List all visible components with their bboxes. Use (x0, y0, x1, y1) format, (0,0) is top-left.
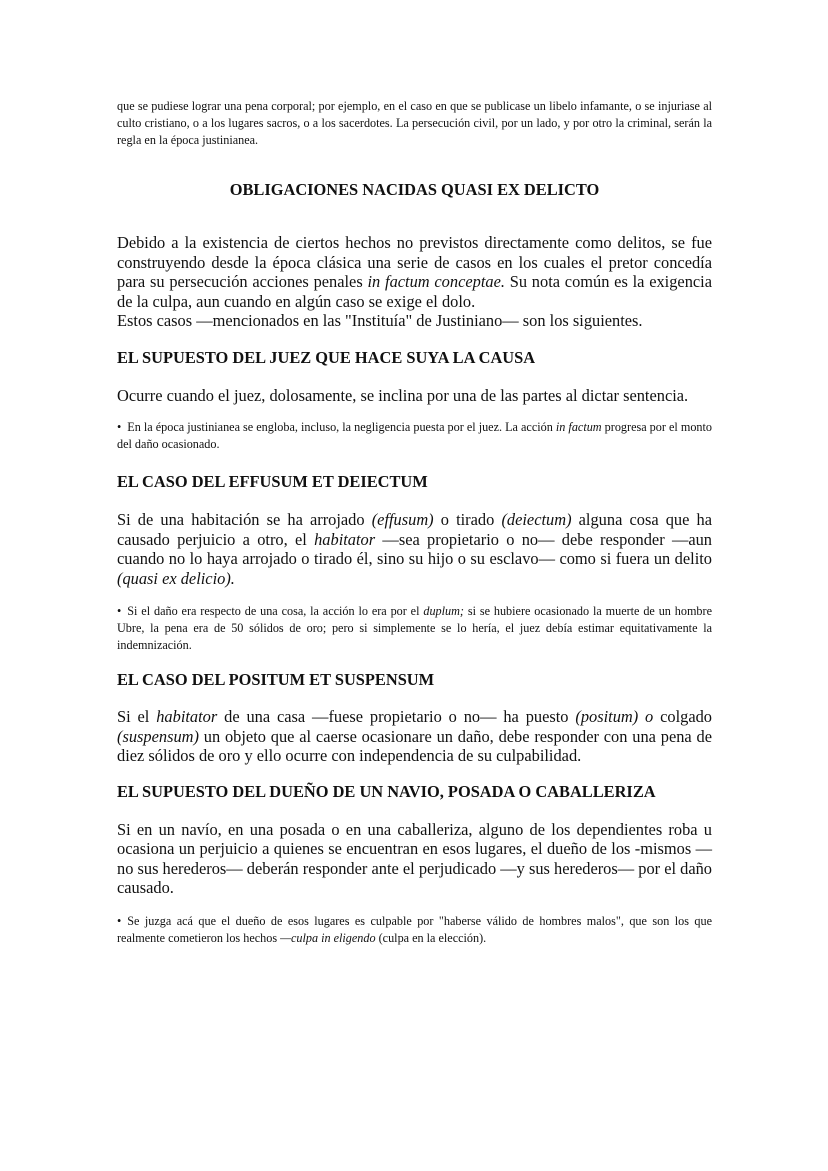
note-navio: • Se juzga acá que el dueño de esos lugares es culpable por "haberse válido de hombres malos", que son los que realmente cometieron los hechos —culpa in eligendo (culpa en la elección). (117, 913, 712, 945)
section-heading-positum: EL CASO DEL POSITUM ET SUSPENSUM (117, 670, 435, 689)
intro-paragraph: que se pudiese lograr una pena corporal; por ejemplo, en el caso en que se publicase un libelo infamante, o se injuriase al culto cristiano, o a los lugares sacros, o a los sacerdotes. La persecución civil, por un lado, y por otro la criminal, serán la regla en la época justinianea. (117, 99, 712, 147)
section-heading-juez: EL SUPUESTO DEL JUEZ QUE HACE SUYA LA CAUSA (117, 347, 536, 367)
section-text-positum: Si el habitator de una casa —fuese propietario o no— ha puesto (positum) o colgado (suspensum) un objeto que al caerse ocasionare un daño, debe responder con una pena de diez sólidos de oro y ello ocurre con independencia de su culpabilidad. (117, 707, 712, 765)
bullet-icon: • (117, 420, 122, 434)
section-text-effusum: Si de una habitación se ha arrojado (effusum) o tirado (deiectum) alguna cosa que ha causado perjuicio a otro, el habitator —sea propietario o no— debe responder —aun cuando no lo haya arrojado o tirado él, sino su hijo o su esclavo— como si fuera un delito (quasi ex delicio). (117, 510, 713, 588)
bullet-icon: • (117, 604, 122, 618)
cases-intro-paragraph: Estos casos —mencionados en las "Instituía" de Justiniano— son los siguientes. (117, 311, 643, 330)
section-text-juez: Ocurre cuando el juez, dolosamente, se inclina por una de las partes al dictar sentencia. (117, 385, 689, 405)
section-text-navio: Si en un navío, en una posada o en una caballeriza, alguno de los dependientes roba u ocasiona un perjuicio a quienes se encuentran en esos lugares, el dueño de los -mismos —no sus herederos— deberán responder ante el perjudicado —y sus herederos— por el daño causado. (117, 819, 712, 897)
note-effusum: • Si el daño era respecto de una cosa, la acción lo era por el duplum; si se hubiere ocasionado la muerte de un hombre Ubre, la pena era de 50 sólidos de oro; pero si simplemente se lo hería, el juez debía estimar equitativamente la indemnización. (117, 604, 712, 652)
section-heading-effusum: EL CASO DEL EFFUSUM ET DEIECTUM (117, 472, 428, 491)
section-heading-navio: EL SUPUESTO DEL DUEÑO DE UN NAVIO, POSADA O CABALLERIZA (117, 781, 656, 801)
page-title: OBLIGACIONES NACIDAS QUASI EX DELICTO (229, 180, 600, 199)
document-page (117, 98, 712, 947)
intro-body-paragraph: Debido a la existencia de ciertos hechos no previstos directamente como delitos, se fue construyendo desde la época clásica una serie de casos en los cuales el pretor concedía para su persecución acciones penales in factum conceptae. Su nota común es la exigencia de la culpa, aun cuando en algún caso se exige el dolo. (117, 233, 713, 311)
bullet-icon: • (117, 913, 122, 928)
note-juez: • En la época justinianea se engloba, incluso, la negligencia puesta por el juez. La acción in factum progresa por el monto del daño ocasionado. (117, 420, 712, 451)
